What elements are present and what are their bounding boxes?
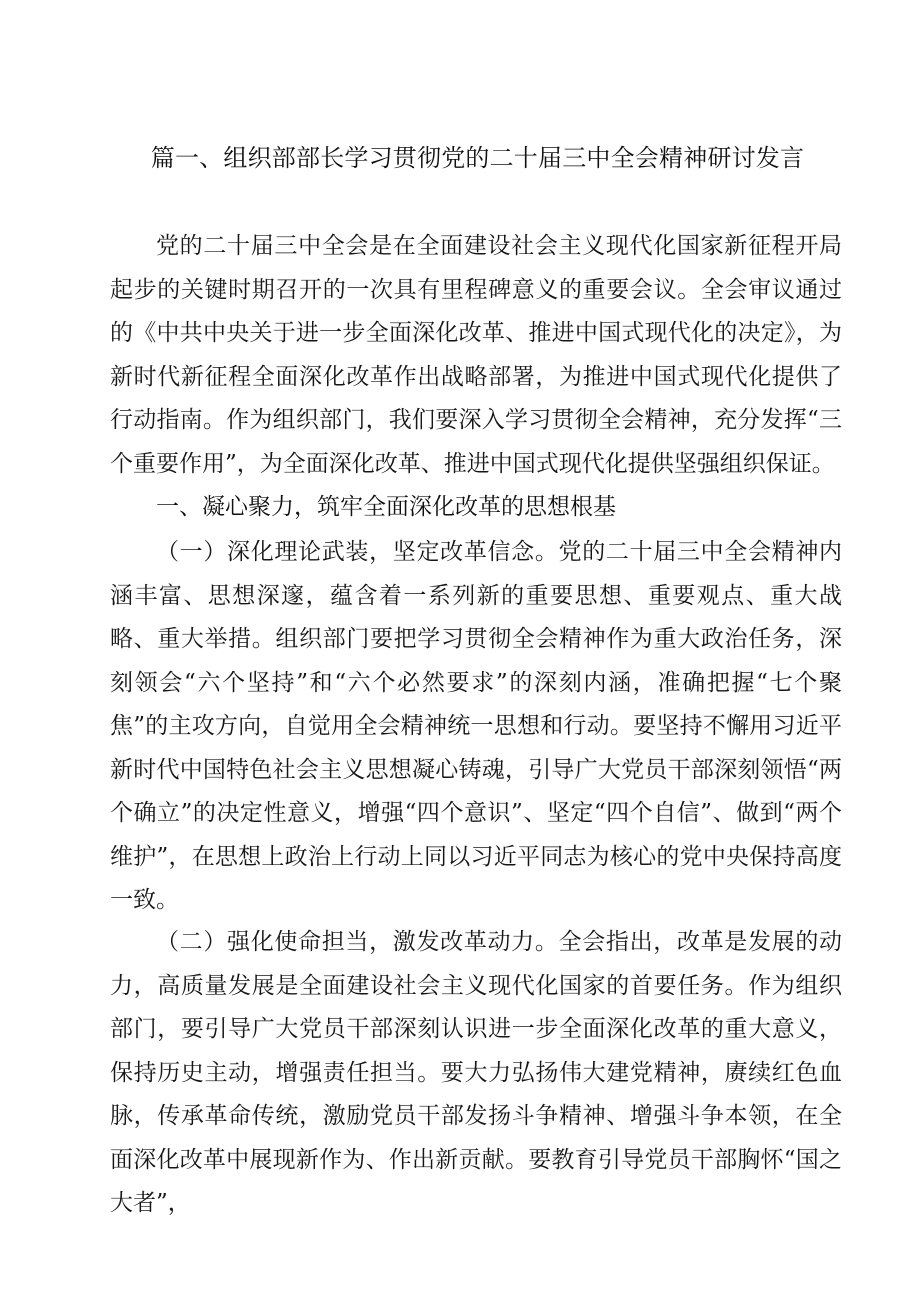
document-title: 篇一、组织部部长学习贯彻党的二十届三中全会精神研讨发言 bbox=[150, 144, 805, 172]
subsection-paragraph-2: （二）强化使命担当，激发改革动力。全会指出，改革是发展的动力，高质量发展是全面建设社会主义现代化国家的首要任务。作为组织部门，要引导广大党员干部深刻认识进一步全面深化改革的重大意义，保持历史主动，增强责任担当。要大力弘扬伟大建党精神，赓续红色血脉，传承革命传统，激励党员干部发扬斗争精神、增强斗争本领，在全面深化改革中展现新作为、作出新贡献。要教育引导党员干部胸怀“国之大者”， bbox=[110, 929, 842, 1216]
subsection-paragraph-1: （一）深化理论武装，坚定改革信念。党的二十届三中全会精神内涵丰富、思想深邃，蕴含着一系列新的重要思想、重要观点、重大战略、重大举措。组织部门要把学习贯彻全会精神作为重大政治任务，深刻领会“六个坚持”和“六个必然要求”的深刻内涵，准确把握“七个聚焦”的主攻方向，自觉用全会精神统一思想和行动。要坚持不懈用习近平新时代中国特色社会主义思想凝心铸魂，引导广大党员干部深刻领悟“两个确立”的决定性意义，增强“四个意识”、坚定“四个自信”、做到“两个维护”，在思想上政治上行动上同以习近平同志为核心的党中央保持高度一致。 bbox=[110, 539, 842, 913]
intro-paragraph: 党的二十届三中全会是在全面建设社会主义现代化国家新征程开局起步的关键时期召开的一次具有里程碑意义的重要会议。全会审议通过的《中共中央关于进一步全面深化改革、推进中国式现代化的决定》，为新时代新征程全面深化改革作出战略部署，为推进中国式现代化提供了行动指南。作为组织部门，我们要深入学习贯彻全会精神，充分发挥“三个重要作用”，为全面深化改革、推进中国式现代化提供坚强组织保证。 bbox=[110, 233, 842, 477]
section-heading: 一、凝心聚力，筑牢全面深化改革的思想根基 bbox=[156, 494, 616, 520]
